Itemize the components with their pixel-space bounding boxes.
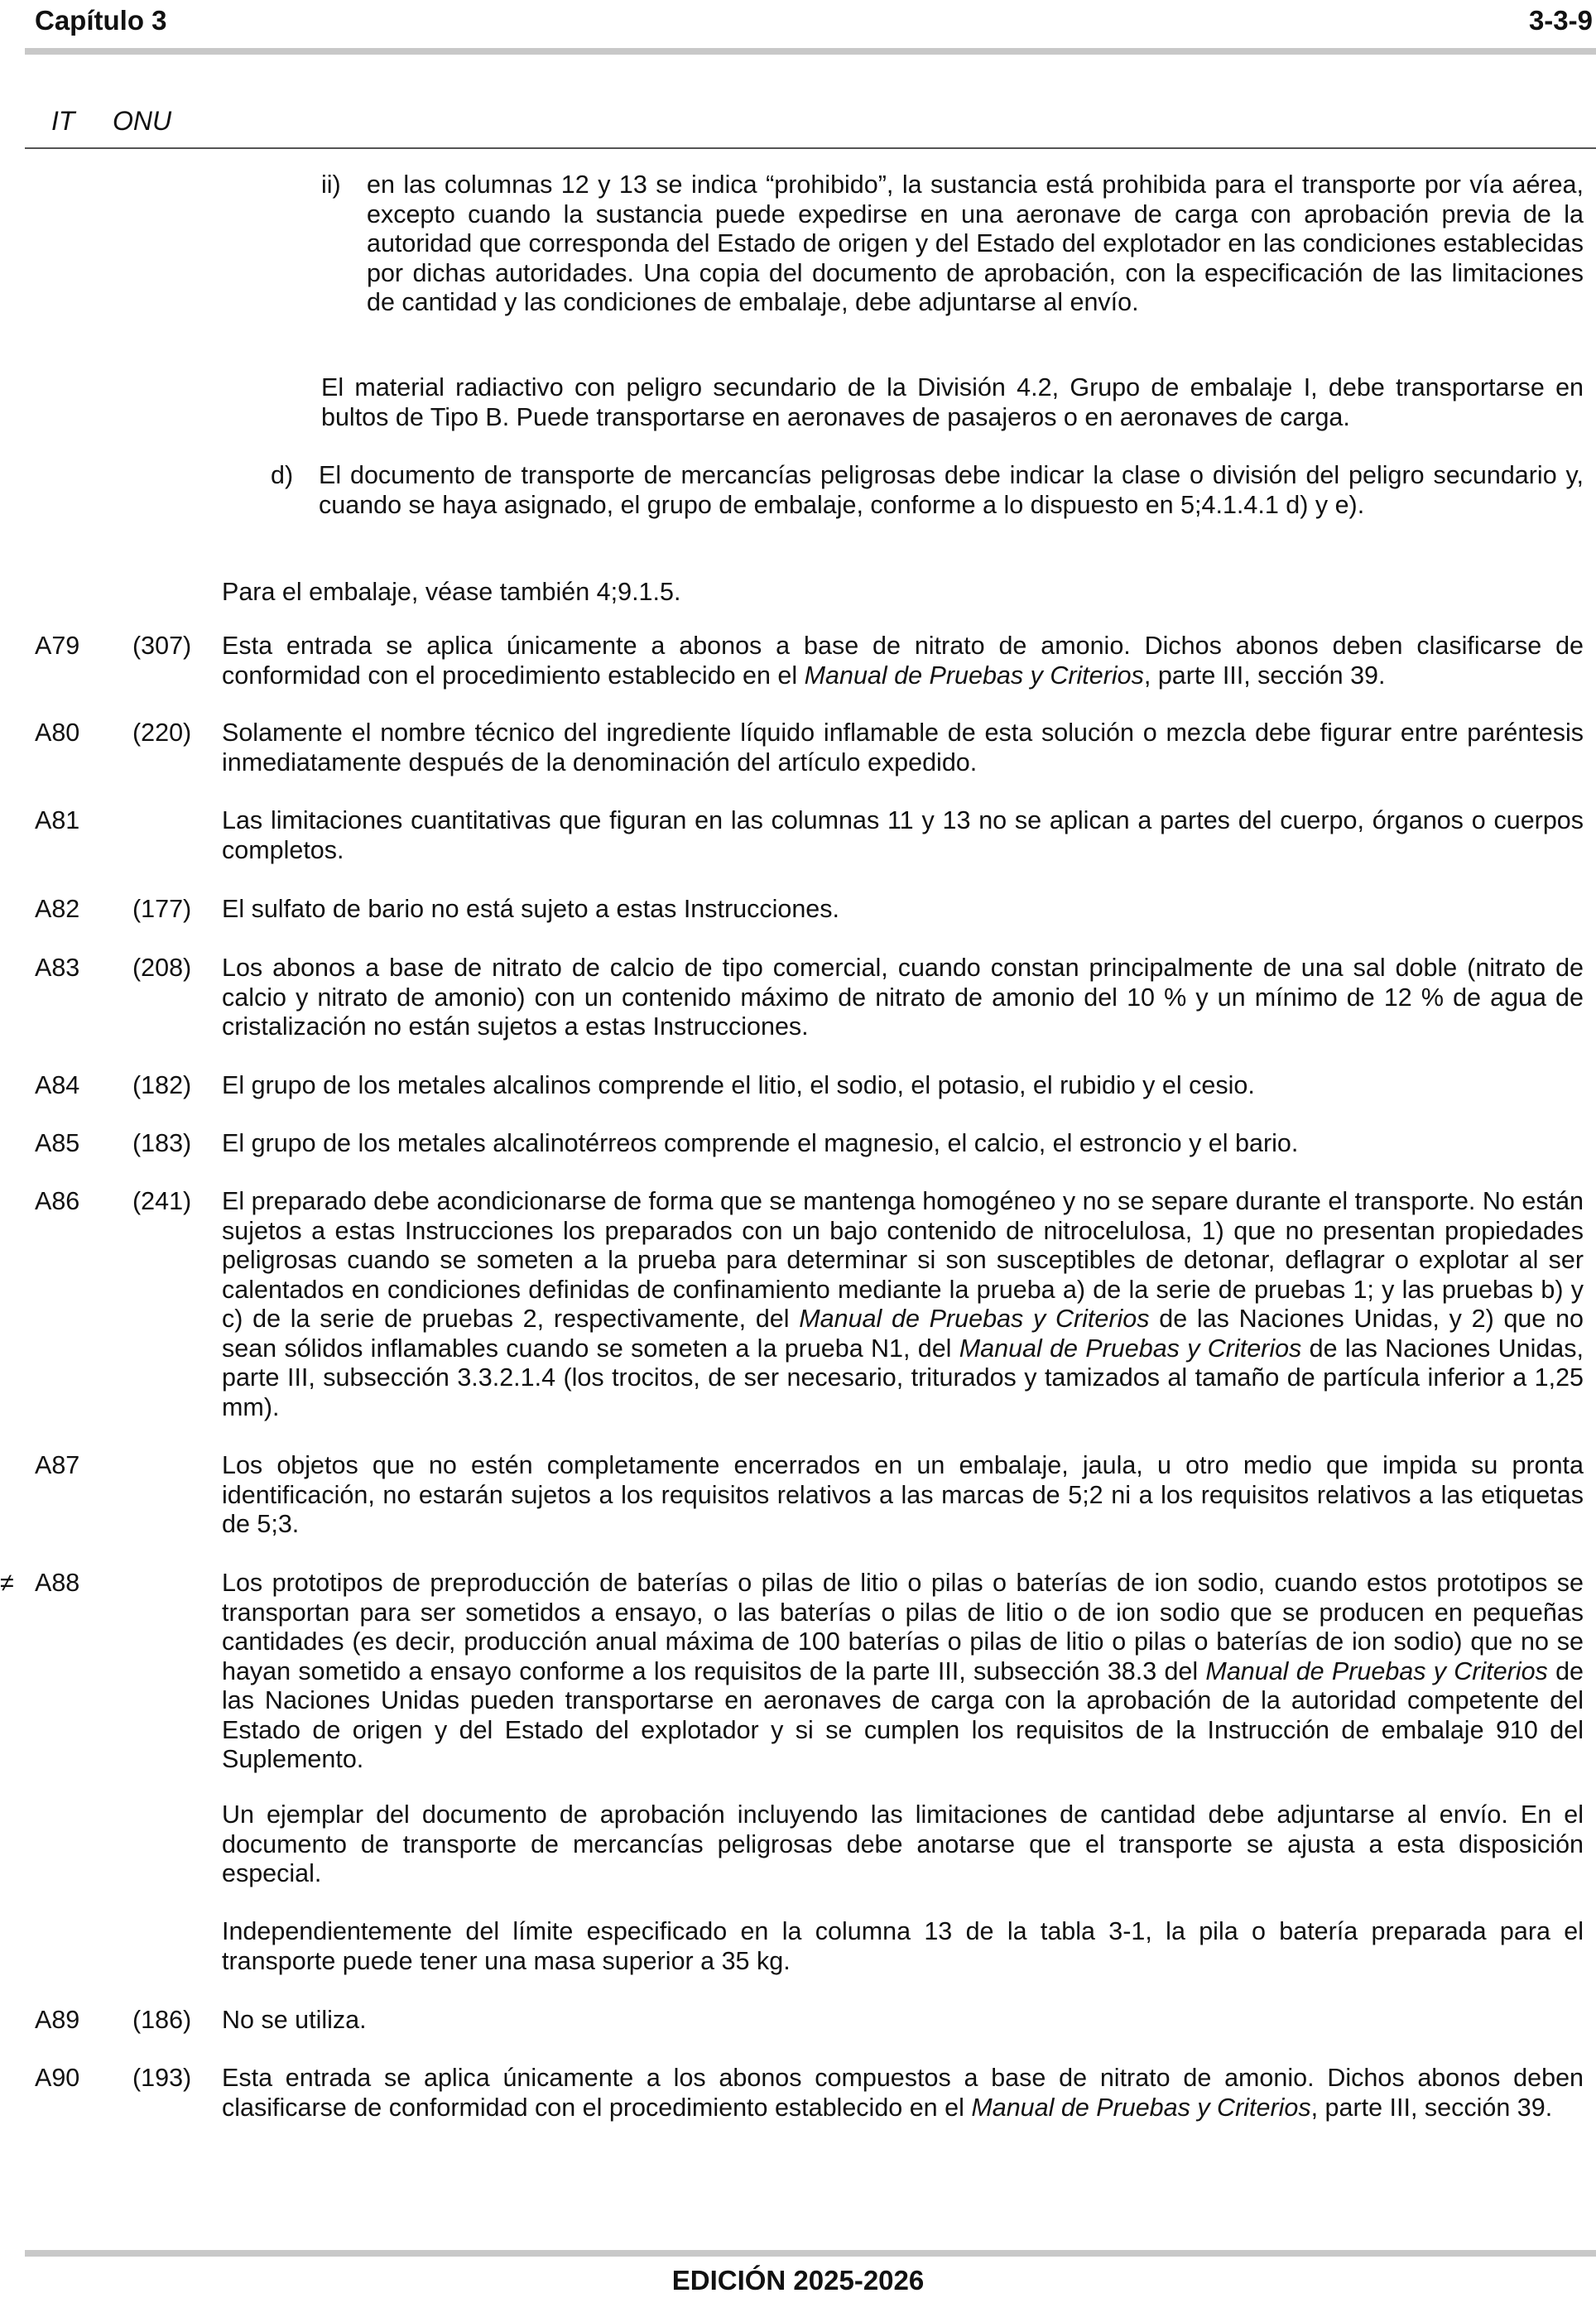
item-d-text: El documento de transporte de mercancías peligrosas debe indicar la clase o división del peligro secundario y, cuando se haya asignado, el grupo de embalaje, conforme a lo dispuesto en 5;4.1.4.1 d) y e). [319, 461, 1584, 519]
entry-text-a89: No se utiliza. [222, 2006, 367, 2034]
entry-text-a85: El grupo de los metales alcalinotérreos comprende el magnesio, el calcio, el estroncio y el bario. [222, 1129, 1299, 1157]
entry-code: A90 [35, 2064, 80, 2092]
entry-un-number: (182) [132, 1071, 192, 1099]
revision-marker: ≠ [0, 1569, 14, 1597]
entry-text-a83: Los abonos a base de nitrato de calcio de tipo comercial, cuando constan principalmente de una sal doble (nitrato de calcio y nitrato de amonio) con un contenido máximo de nitrato de amonio del 10 % y un mínimo de 12 % de agua de cristalización no están sujetos a estas Instrucciones. [222, 954, 1584, 1041]
entry-un-number: (208) [132, 954, 192, 982]
entry-text-a88-p3: Independientemente del límite especificado en la columna 13 de la tabla 3-1, la pila o batería preparada para el transporte puede tener una masa superior a 35 kg. [222, 1917, 1584, 1975]
item-ii-text: en las columnas 12 y 13 se indica “prohibido”, la sustancia está prohibida para el transporte por vía aérea, excepto cuando la sustancia puede expedirse en una aeronave de carga con aprobación previa de la autoridad que corresponda del Estado de origen y del Estado del explotador en las condiciones establecidas por dichas autoridades. Una copia del documento de aprobación, con la especificación de las limitaciones de cantidad y las condiciones de embalaje, debe adjuntarse al envío. [367, 171, 1584, 316]
entry-text-a87: Los objetos que no estén completamente encerrados en un embalaje, jaula, u otro medio que impida su pronta identificación, no estarán sujetos a los requisitos relativos a las marcas de 5;2 ni a los requisitos relativos a las etiquetas de 5;3. [222, 1451, 1584, 1538]
page-number: 3-3-9 [1528, 5, 1593, 36]
entry-text-a79: Esta entrada se aplica únicamente a abonos a base de nitrato de amonio. Dichos abonos deben clasificarse de conformidad con el procedimiento establecido en el Manual de Pruebas y Criterios, parte III, sección 39. [222, 632, 1584, 690]
edition-footer: EDICIÓN 2025-2026 [671, 2265, 925, 2296]
radioactive-paragraph: El material radiactivo con peligro secundario de la División 4.2, Grupo de embalaje I, debe transportarse en bultos de Tipo B. Puede transportarse en aeronaves de pasajeros o en aeronaves de carga. [321, 373, 1584, 431]
entry-un-number: (183) [132, 1129, 192, 1157]
entry-code: A84 [35, 1071, 80, 1099]
entry-un-number: (186) [132, 2006, 192, 2034]
entry-un-number: (193) [132, 2064, 192, 2092]
entry-un-number: (241) [132, 1187, 192, 1215]
chapter-title: Capítulo 3 [35, 5, 167, 36]
entry-code: A89 [35, 2006, 80, 2034]
entry-code: A86 [35, 1187, 80, 1215]
entry-text-a80: Solamente el nombre técnico del ingrediente líquido inflamable de esta solución o mezcla debe figurar entre paréntesis inmediatamente después de la denominación del artículo expedido. [222, 719, 1584, 776]
entry-code: A81 [35, 806, 80, 834]
item-ii-label: ii) [321, 171, 341, 199]
footer-rule [25, 2250, 1596, 2257]
entry-un-number: (220) [132, 719, 192, 747]
see-also-paragraph: Para el embalaje, véase también 4;9.1.5. [222, 578, 681, 606]
entry-un-number: (177) [132, 895, 192, 923]
entry-code: A80 [35, 719, 80, 747]
entry-un-number: (307) [132, 632, 192, 660]
entry-code: A88 [35, 1569, 80, 1597]
entry-code: A83 [35, 954, 80, 982]
entry-text-a88-p2: Un ejemplar del documento de aprobación incluyendo las limitaciones de cantidad debe adjuntarse al envío. En el documento de transporte de mercancías peligrosas debe anotarse que el transporte se ajusta a esta disposición especial. [222, 1800, 1584, 1887]
entry-text-a86: El preparado debe acondicionarse de forma que se mantenga homogéneo y no se separe durante el transporte. No están sujetos a estas Instrucciones los preparados con un bajo contenido de nitrocelulosa, 1) que no presentan propiedades peligrosas cuando se someten a la prueba para determinar si son susceptibles de detonar, deflagrar o explotar al ser calentados en condiciones definidas de confinamiento mediante la prueba a) de la serie de pruebas 1; y las pruebas b) y c) de la serie de pruebas 2, respectivamente, del Manual de Pruebas y Criterios de las Naciones Unidas, y 2) que no sean sólidos inflamables cuando se someten a la prueba N1, del Manual de Pruebas y Criterios de las Naciones Unidas, parte III, subsección 3.3.2.1.4 (los trocitos, de ser necesario, triturados y tamizados al tamaño de partícula inferior a 1,25 mm). [222, 1187, 1584, 1421]
entry-code: A79 [35, 632, 80, 660]
entry-code: A85 [35, 1129, 80, 1157]
entry-code: A82 [35, 895, 80, 923]
entry-text-a84: El grupo de los metales alcalinos comprende el litio, el sodio, el potasio, el rubidio y el cesio. [222, 1071, 1255, 1099]
header-rule [25, 48, 1596, 55]
entry-text-a82: El sulfato de bario no está sujeto a estas Instrucciones. [222, 895, 839, 923]
item-d-label: d) [271, 461, 294, 489]
entry-text-a88: Los prototipos de preproducción de baterías o pilas de litio o pilas o baterías de ion sodio, cuando estos prototipos se transportan para ser sometidos a ensayo, o las baterías o pilas de litio o de ion sodio que se producen en pequeñas cantidades (es decir, producción anual máxima de 100 baterías o pilas de litio o pilas o baterías de ion sodio) que no se hayan sometido a ensayo conforme a los requisitos de la parte III, subsección 38.3 del Manual de Pruebas y Criterios de las Naciones Unidas pueden transportarse en aeronaves de carga con la aprobación de la autoridad competente del Estado de origen y del Estado del explotador y si se cumplen los requisitos de la Instrucción de embalaje 910 del Suplemento. [222, 1569, 1584, 1773]
entry-code: A87 [35, 1451, 80, 1479]
column-header-it: IT [51, 106, 75, 136]
entry-text-a81: Las limitaciones cuantitativas que figuran en las columnas 11 y 13 no se aplican a partes del cuerpo, órganos o cuerpos completos. [222, 806, 1584, 864]
column-header-onu: ONU [113, 106, 172, 136]
column-header-rule [25, 147, 1596, 149]
entry-text-a90: Esta entrada se aplica únicamente a los abonos compuestos a base de nitrato de amonio. Dichos abonos deben clasificarse de conformidad con el procedimiento establecido en el Manual de Pruebas y Criterios, parte III, sección 39. [222, 2064, 1584, 2122]
